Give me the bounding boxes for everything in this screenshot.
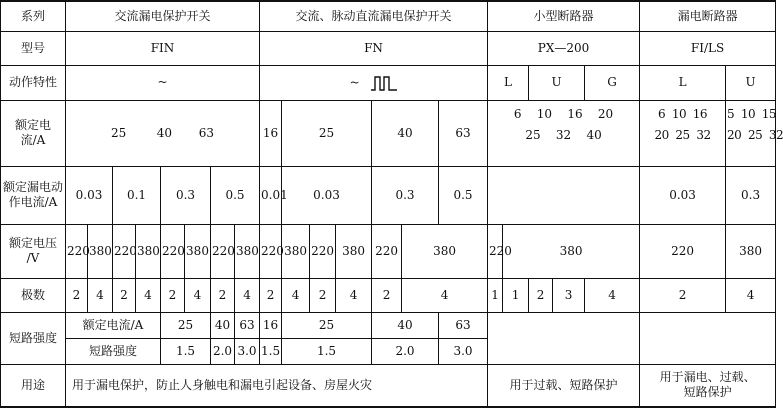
poles-fin-0: 2	[66, 278, 88, 312]
poles-fn-2: 2	[310, 278, 336, 312]
voltage-fin-7: 380	[235, 224, 260, 278]
poles-fin-1: 4	[88, 278, 113, 312]
sc-rated-label: 额定电流/A	[66, 312, 161, 338]
action-fils-l: L	[640, 65, 726, 100]
poles-px-4: 4	[585, 278, 640, 312]
sc-fn-strength-1: 1.5	[282, 338, 372, 364]
poles-fn-5: 4	[402, 278, 488, 312]
voltage-fils-0: 220	[640, 224, 726, 278]
sc-fin-strength-2: 3.0	[235, 338, 260, 364]
rated-current-fils-l: 6 10 16 20 25 32	[640, 100, 726, 166]
action-fils-u: U	[726, 65, 776, 100]
voltage-fn-2: 220	[310, 224, 336, 278]
voltage-row	[1, 224, 776, 278]
rated-current-fn-63: 63	[439, 100, 488, 166]
short-circuit-label: 短路强度	[1, 312, 66, 364]
poles-row	[1, 278, 776, 312]
poles-fin-4: 2	[161, 278, 185, 312]
voltage-fils-1: 380	[726, 224, 776, 278]
voltage-fin-3: 380	[136, 224, 161, 278]
poles-fin-2: 2	[113, 278, 136, 312]
sc-fn-current-1: 25	[282, 312, 372, 338]
model-row	[1, 31, 776, 65]
action-row	[1, 65, 776, 100]
usage-leak: 用于漏电保护，防止人身触电和漏电引起设备、房屋火灾	[66, 364, 488, 407]
voltage-label: 额定电压 /V	[1, 224, 66, 278]
usage-label: 用途	[1, 364, 66, 407]
rated-current-fn-40: 40	[372, 100, 439, 166]
poles-fn-0: 2	[260, 278, 282, 312]
sc-fin-strength-0: 1.5	[161, 338, 211, 364]
voltage-px-0: 220	[488, 224, 503, 278]
rated-current-fn-16: 16	[260, 100, 282, 166]
poles-px-2: 2	[529, 278, 553, 312]
rated-current-row	[1, 100, 776, 166]
action-fn	[260, 65, 488, 100]
poles-fin-7: 4	[235, 278, 260, 312]
leak-fin-0: 0.03	[66, 166, 113, 224]
series-row	[1, 1, 776, 31]
voltage-fin-5: 380	[185, 224, 211, 278]
action-label: 动作特性	[1, 65, 66, 100]
voltage-fin-4: 220	[161, 224, 185, 278]
voltage-fn-0: 220	[260, 224, 282, 278]
sc-fin-current-2: 63	[235, 312, 260, 338]
voltage-fn-5: 380	[402, 224, 488, 278]
sc-fin-current-0: 25	[161, 312, 211, 338]
series-label: 系列	[1, 1, 66, 31]
rated-current-fn-25: 25	[282, 100, 372, 166]
sc-fn-strength-3: 3.0	[439, 338, 488, 364]
leak-fils-1: 0.3	[726, 166, 776, 224]
series-fils: 漏电断路器	[640, 1, 776, 31]
sc-fn-current-3: 63	[439, 312, 488, 338]
sc-fn-strength-0: 1.5	[260, 338, 282, 364]
voltage-fin-0: 220	[66, 224, 88, 278]
ac-symbol-fn: ~	[349, 75, 360, 89]
series-fn: 交流、脉动直流漏电保护开关	[260, 1, 488, 31]
poles-fn-1: 4	[282, 278, 310, 312]
sc-fn-current-2: 40	[372, 312, 439, 338]
poles-px-0: 1	[488, 278, 503, 312]
usage-px: 用于过载、短路保护	[488, 364, 640, 407]
poles-fin-6: 2	[211, 278, 235, 312]
voltage-fin-6: 220	[211, 224, 235, 278]
sc-px-empty	[488, 312, 640, 364]
model-fils: FI/LS	[640, 31, 776, 65]
action-fin	[66, 65, 260, 100]
ac-symbol: ~	[157, 75, 168, 89]
voltage-px-1: 380	[503, 224, 640, 278]
leak-px-empty	[488, 166, 640, 224]
poles-fin-5: 4	[185, 278, 211, 312]
leak-current-label: 额定漏电动 作电流/A	[1, 166, 66, 224]
sc-fils-empty	[640, 312, 776, 364]
model-fn: FN	[260, 31, 488, 65]
sc-fin-strength-1: 2.0	[211, 338, 235, 364]
leak-fils-0: 0.03	[640, 166, 726, 224]
poles-px-3: 3	[553, 278, 585, 312]
poles-px-1: 1	[503, 278, 529, 312]
model-px: PX—200	[488, 31, 640, 65]
voltage-fin-1: 380	[88, 224, 113, 278]
sc-strength-label: 短路强度	[66, 338, 161, 364]
poles-fn-3: 4	[336, 278, 372, 312]
poles-fn-4: 2	[372, 278, 402, 312]
pulse-dc-icon	[371, 75, 397, 91]
voltage-fin-2: 220	[113, 224, 136, 278]
short-circuit-row-1	[1, 312, 776, 338]
usage-row	[1, 364, 776, 407]
sc-fn-strength-2: 2.0	[372, 338, 439, 364]
model-label: 型号	[1, 31, 66, 65]
leak-current-row	[1, 166, 776, 224]
poles-fin-3: 4	[136, 278, 161, 312]
rated-current-fin: 25 40 63	[66, 100, 260, 166]
leak-fn-0: 0.01	[260, 166, 282, 224]
rated-current-px: 6 10 16 20 25 32 40	[488, 100, 640, 166]
voltage-fn-3: 380	[336, 224, 372, 278]
leak-fin-2: 0.3	[161, 166, 211, 224]
leak-fn-2: 0.3	[372, 166, 439, 224]
poles-fils-1: 4	[726, 278, 776, 312]
voltage-fn-4: 220	[372, 224, 402, 278]
poles-fils-0: 2	[640, 278, 726, 312]
model-fin: FIN	[66, 31, 260, 65]
leak-fin-1: 0.1	[113, 166, 161, 224]
series-fin: 交流漏电保护开关	[66, 1, 260, 31]
leak-fin-3: 0.5	[211, 166, 260, 224]
rated-current-fils-u: 5 10 15 20 25 32	[726, 100, 776, 166]
rated-current-label: 额定电 流/A	[1, 100, 66, 166]
action-px-l: L	[488, 65, 529, 100]
leak-fn-3: 0.5	[439, 166, 488, 224]
sc-fin-current-1: 40	[211, 312, 235, 338]
voltage-fn-1: 380	[282, 224, 310, 278]
leak-fn-1: 0.03	[282, 166, 372, 224]
series-px: 小型断路器	[488, 1, 640, 31]
action-px-u: U	[529, 65, 585, 100]
action-px-g: G	[585, 65, 640, 100]
sc-fn-current-0: 16	[260, 312, 282, 338]
usage-fils: 用于漏电、过载、 短路保护	[640, 364, 776, 407]
poles-label: 极数	[1, 278, 66, 312]
